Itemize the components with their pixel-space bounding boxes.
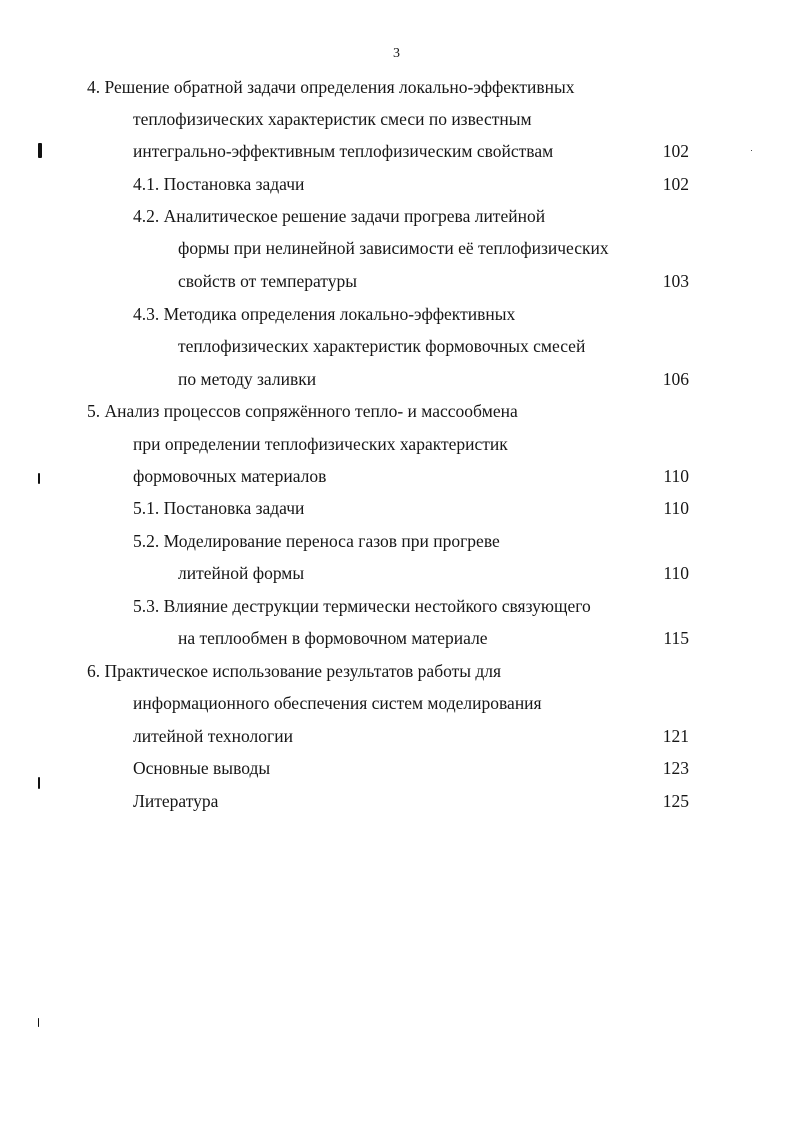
toc-line: 4.3. Методика определения локально-эффективных [133, 304, 516, 324]
toc-page-number: 121 [662, 726, 689, 746]
toc-line: по методу заливки [178, 369, 317, 389]
scan-dot [751, 150, 752, 151]
toc-line: 4.1. Постановка задачи [133, 174, 305, 194]
toc-line: формы при нелинейной зависимости её теплофизических [178, 238, 609, 258]
toc-page-number: 110 [663, 563, 689, 583]
toc-line: свойств от температуры [178, 271, 357, 291]
toc-line: 5.1. Постановка задачи [133, 498, 305, 518]
scan-mark [38, 143, 42, 158]
toc-page-number: 103 [662, 271, 689, 291]
toc-page-number: 102 [662, 141, 689, 161]
toc-line: 4. Решение обратной задачи определения локально-эффективных [87, 77, 575, 97]
toc-line: литейной формы [178, 563, 305, 583]
scan-mark [38, 777, 40, 789]
toc-page-number: 110 [663, 466, 689, 486]
toc-line: теплофизических характеристик смеси по известным [133, 109, 532, 129]
toc-line: литейной технологии [133, 726, 293, 746]
toc-line: формовочных материалов [133, 466, 327, 486]
toc-line: 5. Анализ процессов сопряжённого тепло- и массообмена [87, 401, 518, 421]
toc-line: Литература [133, 791, 219, 811]
toc-line: теплофизических характеристик формовочных смесей [178, 336, 586, 356]
toc-page-number: 106 [662, 369, 689, 389]
toc-line: при определении теплофизических характеристик [133, 434, 508, 454]
toc-line: 5.2. Моделирование переноса газов при прогреве [133, 531, 500, 551]
toc-line: 6. Практическое использование результатов работы для [87, 661, 502, 681]
scan-mark [38, 1018, 39, 1027]
toc-line: Основные выводы [133, 758, 271, 778]
toc-line: 4.2. Аналитическое решение задачи прогрева литейной [133, 206, 546, 226]
toc-page-number: 110 [663, 498, 689, 518]
toc-line: 5.3. Влияние деструкции термически нестойкого связующего [133, 596, 591, 616]
toc-page-number: 115 [663, 628, 689, 648]
toc-page-number: 123 [662, 758, 689, 778]
toc-line: информационного обеспечения систем моделирования [133, 693, 542, 713]
page-number: 3 [393, 46, 400, 61]
toc-line: на теплообмен в формовочном материале [178, 628, 488, 648]
toc-line: интегрально-эффективным теплофизическим свойствам [133, 141, 554, 161]
scan-mark [38, 473, 40, 484]
toc-page-number: 125 [662, 791, 689, 811]
toc-page-number: 102 [662, 174, 689, 194]
